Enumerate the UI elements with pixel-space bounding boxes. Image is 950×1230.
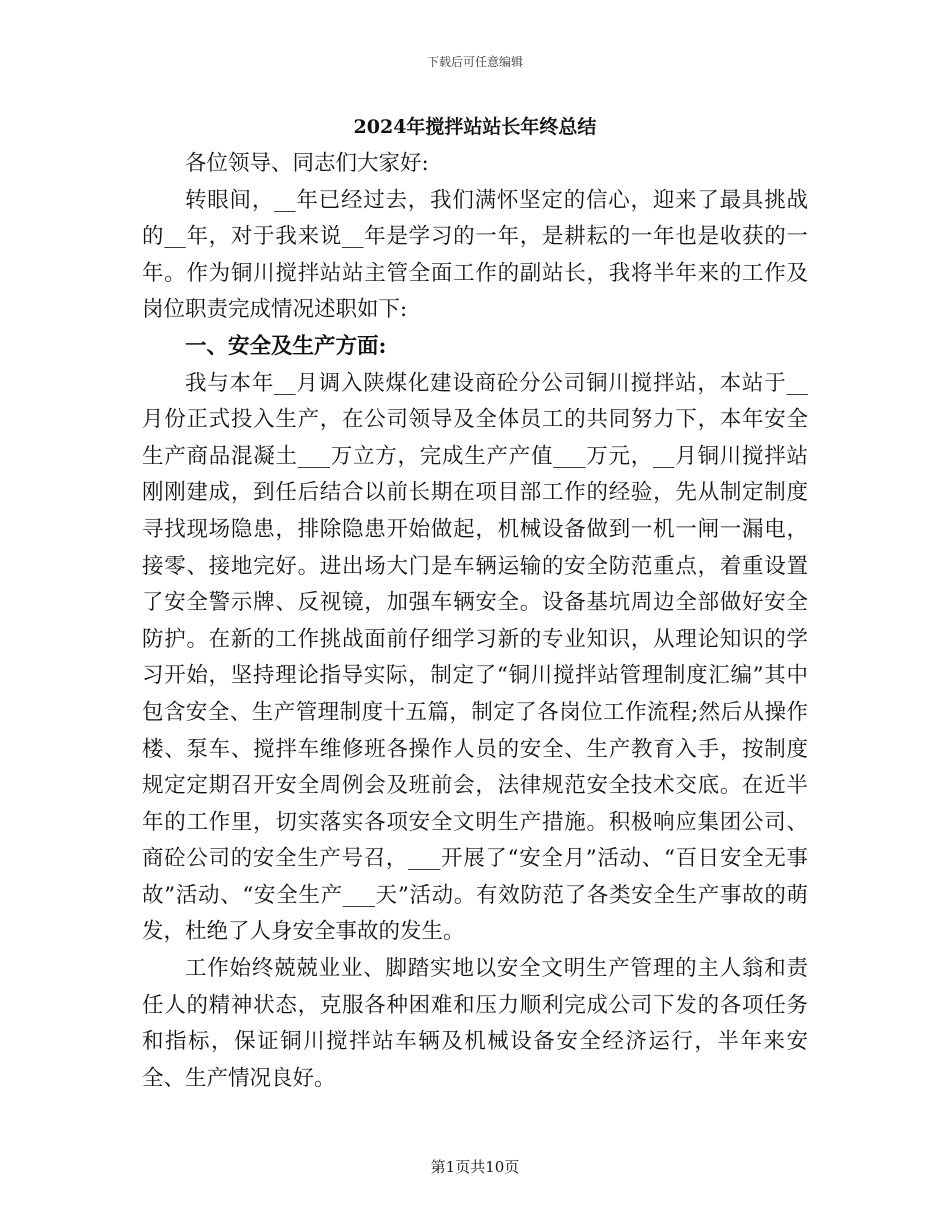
page-indicator: 第1页共10页 (430, 1158, 520, 1176)
page-header-note: 下载后可任意编辑 (426, 55, 523, 69)
greeting-paragraph: 各位领导、同志们大家好: (185, 151, 429, 176)
safety-paragraph: 我与本年__月调入陕煤化建设商砼分公司铜川搅拌站，本站于__月份正式投入生产，在公司领导及全体员工的共同努力下，本年安全生产商品混凝土___万立方，完成生产产值___万元，__月铜川搅拌站刚刚建成，到任后结合以前长期在项目部工作的经验，先从制定制度寻找现场隐患，排除隐患开始做起，机械设备做到一机一闸一漏电，接零、接地完好。进出场大门是车辆运输的安全防范重点，着重设置了安全警示牌、反视镜，加强车辆安全。设备基坑周边全部做好安全防护。在新的工作挑战面前仔细学习新的专业知识，从理论知识的学习开始，坚持理论指导实际，制定了“铜川搅拌站管理制度汇编”其中包含安全、生产管理制度十五篇，制定了各岗位工作流程;然后从操作楼、泵车、搅拌车维修班各操作人员的安全、生产教育入手，按制度规定定期召开安全周例会及班前会，法律规范安全技术交底。在近半年的工作里，切实落实各项安全文明生产措施。积极响应集团公司、商砼公司的安全生产号召，___开展了“安全月”活动、“百日安全无事故”活动、“安全生产___天”活动。有效防范了各类安全生产事故的萌发，杜绝了人身安全事故的发生。 (142, 370, 808, 945)
document-body (142, 146, 808, 1097)
work-attitude-paragraph: 工作始终兢兢业业、脚踏实地以安全文明生产管理的主人翁和责任人的精神状态，克服各种困难和压力顺利完成公司下发的各项任务和指标，保证铜川搅拌站车辆及机械设备安全经济运行，半年来安全、生产情况良好。 (142, 956, 808, 1091)
document-title: 2024年搅拌站站长年终总结 (353, 116, 597, 138)
intro-paragraph: 转眼间，__年已经过去，我们满怀坚定的信心，迎来了最具挑战的__年，对于我来说__年是学习的一年，是耕耘的一年也是收获的一年。作为铜川搅拌站站主管全面工作的副站长，我将半年来的工作及岗位职责完成情况述职如下: (142, 187, 808, 323)
section-heading-safety: 一、安全及生产方面: (185, 333, 387, 359)
